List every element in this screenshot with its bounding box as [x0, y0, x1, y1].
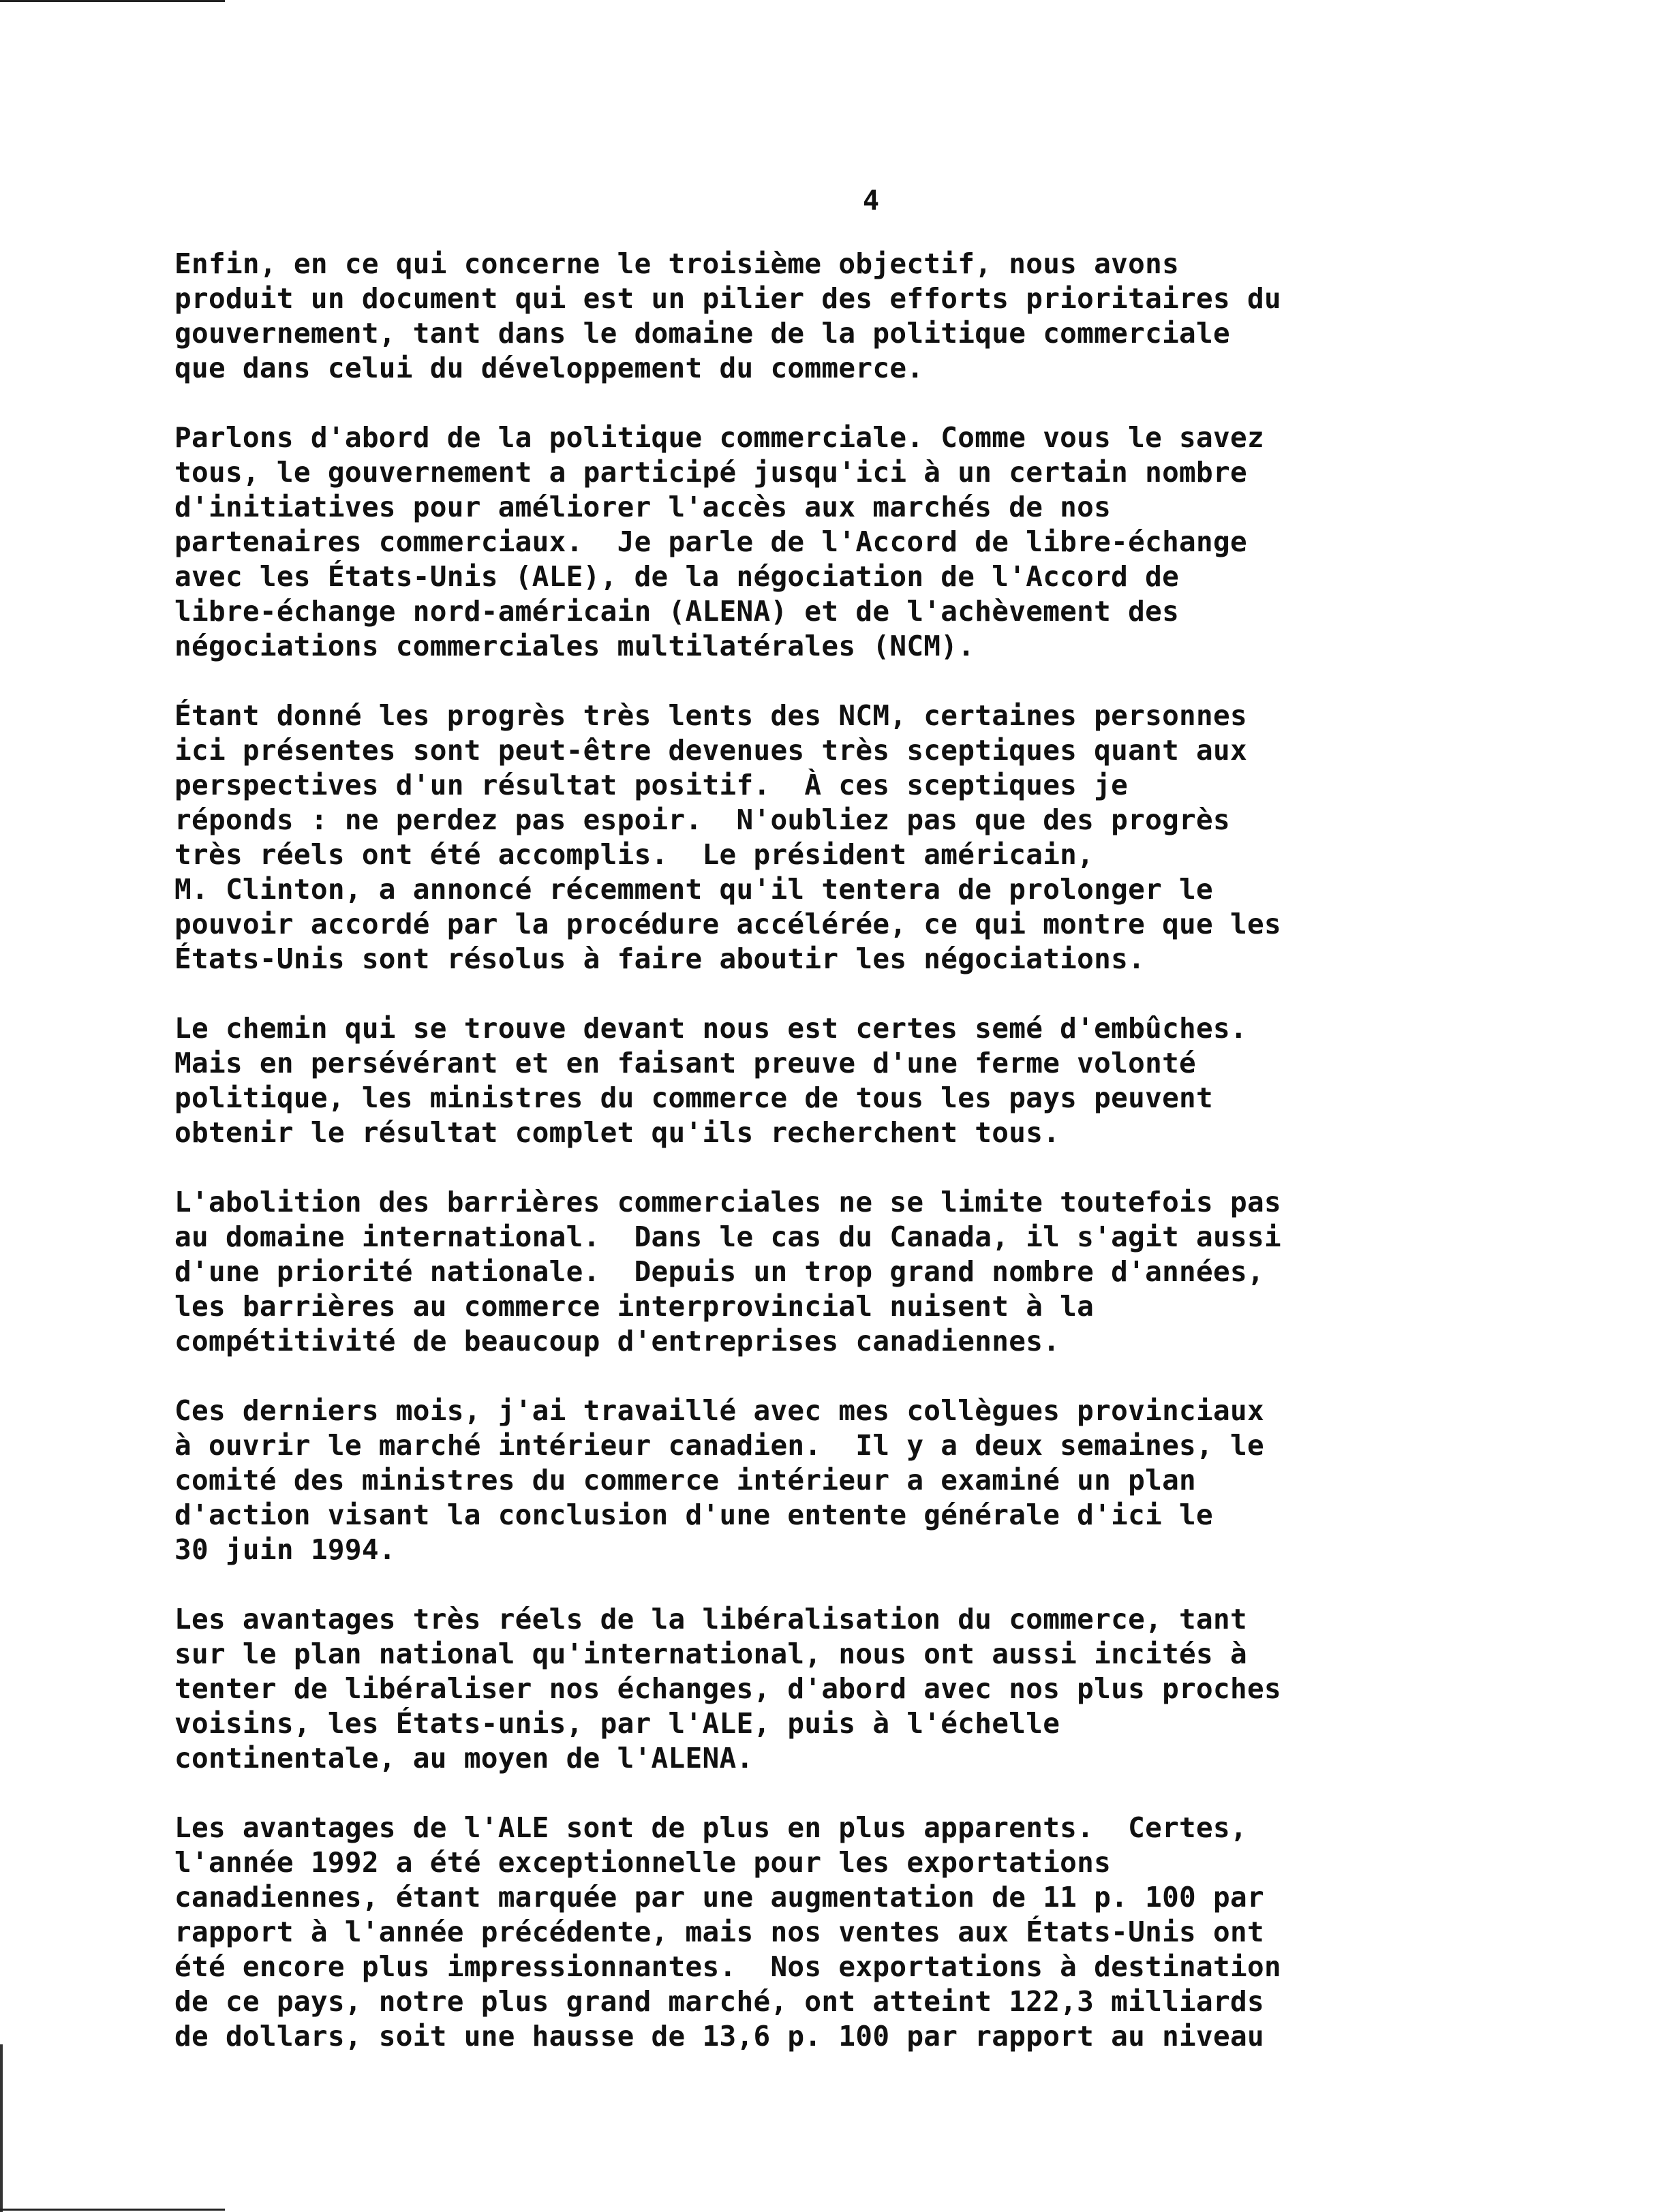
text-line: libre-échange nord-américain (ALENA) et de l'achèvement des	[174, 595, 1180, 628]
text-line: 30 juin 1994.	[174, 1533, 396, 1566]
text-line: réponds : ne perdez pas espoir. N'oubliez pas que des progrès	[174, 803, 1231, 836]
text-line: voisins, les États-unis, par l'ALE, puis à l'échelle	[174, 1707, 1060, 1740]
text-line: Ces derniers mois, j'ai travaillé avec mes collègues provinciaux	[174, 1394, 1264, 1427]
text-line: obtenir le résultat complet qu'ils recherchent tous.	[174, 1116, 1060, 1149]
scan-edge-bottom	[0, 2209, 225, 2211]
paragraph-1	[174, 247, 1640, 386]
scan-edge-left	[0, 2044, 3, 2212]
text-line: tous, le gouvernement a participé jusqu'ici à un certain nombre	[174, 456, 1247, 489]
text-line: de ce pays, notre plus grand marché, ont atteint 122,3 milliards	[174, 1985, 1264, 2018]
page-number: 4	[863, 185, 880, 217]
text-line: gouvernement, tant dans le domaine de la politique commerciale	[174, 317, 1231, 350]
text-line: Enfin, en ce qui concerne le troisième objectif, nous avons	[174, 247, 1180, 280]
text-line: tenter de libéraliser nos échanges, d'abord avec nos plus proches	[174, 1672, 1281, 1705]
document-body	[174, 247, 1640, 2089]
text-line: Étant donné les progrès très lents des NCM, certaines personnes	[174, 699, 1247, 732]
text-line: produit un document qui est un pilier des efforts prioritaires du	[174, 282, 1281, 315]
text-line: avec les États-Unis (ALE), de la négociation de l'Accord de	[174, 560, 1180, 593]
paragraph-8	[174, 1811, 1640, 2054]
text-line: les barrières au commerce interprovincial nuisent à la	[174, 1290, 1095, 1323]
text-line: d'action visant la conclusion d'une entente générale d'ici le	[174, 1499, 1214, 1531]
text-line: politique, les ministres du commerce de tous les pays peuvent	[174, 1081, 1214, 1114]
paragraph-3	[174, 698, 1640, 977]
text-line: L'abolition des barrières commerciales ne se limite toutefois pas	[174, 1186, 1281, 1218]
text-line: très réels ont été accomplis. Le président américain,	[174, 838, 1095, 871]
paragraph-4	[174, 1011, 1640, 1150]
text-line: Le chemin qui se trouve devant nous est certes semé d'embûches.	[174, 1012, 1247, 1045]
text-line: d'une priorité nationale. Depuis un trop grand nombre d'années,	[174, 1255, 1264, 1288]
text-line: Mais en persévérant et en faisant preuve d'une ferme volonté	[174, 1047, 1197, 1079]
text-line: que dans celui du développement du commerce.	[174, 352, 924, 384]
text-line: Les avantages de l'ALE sont de plus en plus apparents. Certes,	[174, 1811, 1247, 1844]
paragraph-2	[174, 420, 1640, 664]
text-line: perspectives d'un résultat positif. À ces sceptiques je	[174, 769, 1129, 801]
paragraph-5	[174, 1185, 1640, 1359]
text-line: pouvoir accordé par la procédure accélérée, ce qui montre que les	[174, 908, 1281, 940]
text-line: au domaine international. Dans le cas du Canada, il s'agit aussi	[174, 1220, 1281, 1253]
text-line: continentale, au moyen de l'ALENA.	[174, 1742, 754, 1775]
text-line: à ouvrir le marché intérieur canadien. Il y a deux semaines, le	[174, 1429, 1264, 1462]
paragraph-7	[174, 1602, 1640, 1776]
text-line: rapport à l'année précédente, mais nos ventes aux États-Unis ont	[174, 1916, 1264, 1948]
text-line: négociations commerciales multilatérales (NCM).	[174, 630, 975, 662]
text-line: États-Unis sont résolus à faire aboutir les négociations.	[174, 942, 1146, 975]
text-line: l'année 1992 a été exceptionnelle pour les exportations	[174, 1846, 1112, 1879]
text-line: été encore plus impressionnantes. Nos exportations à destination	[174, 1950, 1281, 1983]
text-line: Les avantages très réels de la libéralisation du commerce, tant	[174, 1603, 1247, 1635]
text-line: ici présentes sont peut-être devenues très sceptiques quant aux	[174, 734, 1247, 767]
text-line: canadiennes, étant marquée par une augmentation de 11 p. 100 par	[174, 1881, 1264, 1914]
scan-edge-top	[0, 0, 225, 2]
text-line: compétitivité de beaucoup d'entreprises canadiennes.	[174, 1325, 1060, 1357]
text-line: Parlons d'abord de la politique commerciale. Comme vous le savez	[174, 421, 1264, 454]
text-line: sur le plan national qu'international, nous ont aussi incités à	[174, 1638, 1247, 1670]
text-line: d'initiatives pour améliorer l'accès aux marchés de nos	[174, 491, 1112, 523]
text-line: partenaires commerciaux. Je parle de l'Accord de libre-échange	[174, 525, 1247, 558]
paragraph-6	[174, 1394, 1640, 1567]
text-line: comité des ministres du commerce intérieur a examiné un plan	[174, 1464, 1197, 1496]
text-line: M. Clinton, a annoncé récemment qu'il tentera de prolonger le	[174, 873, 1214, 906]
text-line: de dollars, soit une hausse de 13,6 p. 100 par rapport au niveau	[174, 2020, 1264, 2053]
